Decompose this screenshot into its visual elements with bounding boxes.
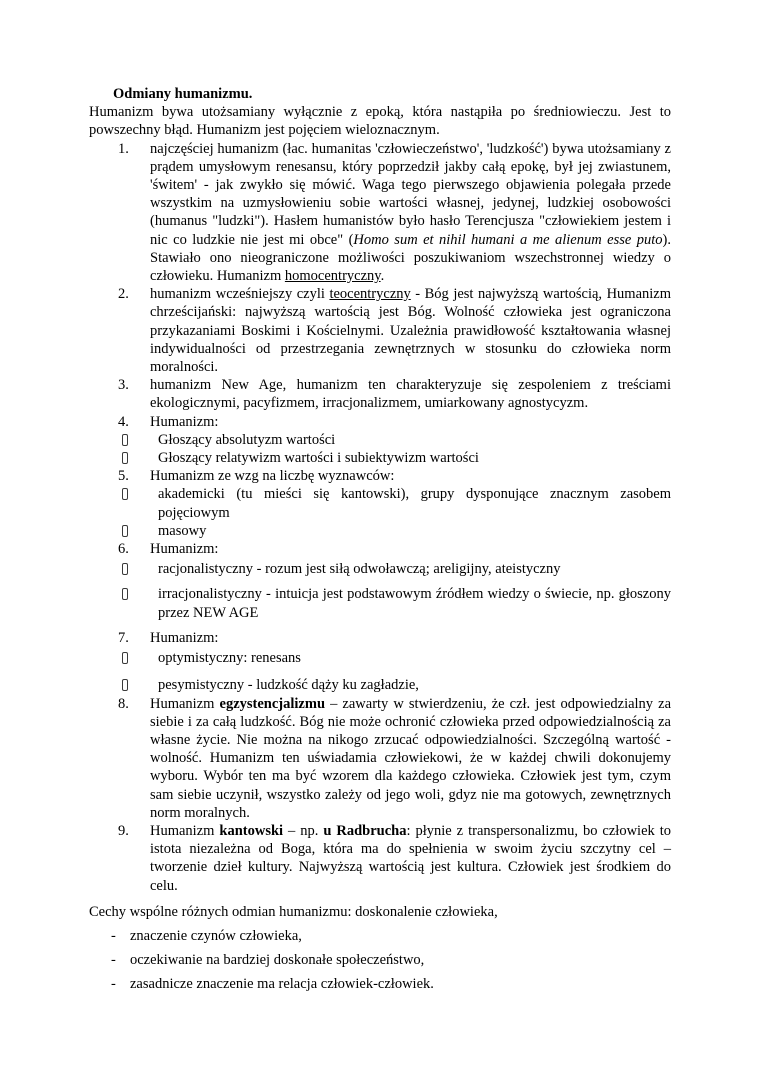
dash-item-text: znaczenie czynów człowieka, [130,927,302,944]
intro-paragraph: Humanizm bywa utożsamiany wyłącznie z epoką, która nastąpiła po średniowieczu. Jest to powszechny błąd. Humanizm jest pojęciem wieloznacznym. [89,104,671,139]
dash-list [89,927,671,994]
text-run-underline: homocentryczny [284,268,381,285]
sub-bullet-item [89,449,671,467]
text-run: Humanizm [150,695,220,712]
dash-item-text: oczekiwanie na bardziej doskonałe społeczeństwo, [130,952,425,969]
numbered-item-8 [89,695,671,822]
text-run: racjonalistyczny - rozum jest siłą odwoławczą; areligijny, ateistyczny [158,561,561,578]
box-bullet-icon [122,434,128,446]
text-run: optymistyczny: renesans [158,650,301,667]
sub-bullet-item [89,649,671,667]
dash-bullet-icon: - [111,927,116,944]
sub-bullet-item [89,676,671,694]
text-run: masowy [158,522,207,539]
features-intro: Cechy wspólne różnych odmian humanizmu: doskonalenie człowieka, [89,903,498,920]
text-run: pesymistyczny - ludzkość dąży ku zagładzie, [158,677,419,694]
sub-bullet-item [89,560,671,578]
numbered-item-1 [89,140,671,286]
dash-bullet-icon: - [111,976,116,993]
box-bullet-icon [122,588,128,600]
text-run: Humanizm: [150,541,219,558]
text-run: irracjonalistyczny - intuicja jest podstawowym źródłem wiedzy o świecie, np. głoszony przez NEW AGE [158,586,671,621]
box-bullet-icon [122,452,128,464]
dash-bullet-icon: - [111,952,116,969]
numbered-item-4 [89,413,671,431]
dash-item-text: zasadnicze znaczenie ma relacja człowiek-człowiek. [130,976,434,993]
text-run: . [380,268,385,285]
text-run: najczęściej humanizm (łac. humanitas 'człowieczeństwo', 'ludzkość') bywa utożsamiany z prądem umysłowym renesansu, który poprzedził jakby całą epokę, był jej zwiastunem, 'świtem' - jak zwykło się mówić. Waga tego pierwszego objawienia polegała przede wszystkim na uzmysłowieniu sobie wartości własnej, jedynej, ludzkiej osobowości (humanus "ludzki"). Hasłem humanistów było hasło Terencjusza "człowiekiem jestem i nic co ludzkie nie jest mi obce" ( [150,140,671,248]
text-run: Głoszący absolutyzm wartości [158,431,336,448]
text-run: humanizm New Age, humanizm ten charakteryzuje się zespoleniem z treściami ekologicznymi, pacyfizmem, irracjonalizmem, umiarkowany agnostycyzm. [150,377,671,412]
text-run: Humanizm: [150,413,219,430]
numbered-item-3 [89,376,671,412]
item-number: 4. [118,413,129,430]
text-run: akademicki (tu mieści się kantowski), grupy dysponujące znacznym zasobem pojęciowym [158,486,671,521]
box-bullet-icon [122,488,128,500]
box-bullet-icon [122,525,128,537]
text-run: Humanizm: [150,629,219,646]
text-run-bold: kantowski [219,822,284,839]
item-number: 1. [118,140,129,157]
text-run: Humanizm ze wzg na liczbę wyznawców: [150,468,395,485]
text-run: - Bóg jest najwyższą wartością, Humanizm chrześcijański: najwyższą wartością jest Bóg. Wolność człowieka jest ograniczona przykazaniami Boskimi i Kościelnymi. Uzależnia prawidłowość kształtowania własnej indywidualności od przestrzegania zewnętrznych w stosunku do człowieka norm moralności. [150,286,671,376]
text-run-bold: egzystencjalizmu [219,695,326,712]
text-run: humanizm wcześniejszy czyli [150,286,330,303]
text-run: Głoszący relatywizm wartości i subiektywizm wartości [158,450,479,467]
item-number: 3. [118,377,129,394]
item-number: 5. [118,468,129,485]
dash-list-item [89,975,671,993]
item-number: 9. [118,822,129,839]
item-number: 2. [118,286,129,303]
item-number: 6. [118,541,129,558]
document-title: Odmiany humanizmu. [113,86,253,102]
text-run-bold: u Radbrucha [323,822,407,839]
dash-list-item [89,951,671,969]
numbered-item-7 [89,629,671,647]
numbered-item-5 [89,467,671,485]
sub-bullet-item [89,522,671,540]
text-run: ). Stawiało ono nieograniczone możliwości poszukiwaniom wszechstronnej wiedzy o człowieku. Humanizm [150,231,671,285]
numbered-item-6 [89,540,671,558]
text-run-italic: Homo sum et nihil humani a me alienum esse puto [353,231,663,248]
box-bullet-icon [122,652,128,664]
box-bullet-icon [122,563,128,575]
numbered-item-9 [89,822,671,895]
text-run-underline: teocentryczny [329,286,411,303]
item-number: 7. [118,629,129,646]
sub-bullet-item [89,485,671,521]
text-run: – zawarty w stwierdzeniu, że czł. jest odpowiedzialny za siebie i za całą ludzkość. Bóg nie może ochronić człowieka przed odpowiedzialnością za własne życie. Nie można na nikogo zrzucać odpowiedzialności. Szczególną wartość - wolność. Humanizm ten uświadamia człowiekowi, że w każdej chwili dokonujemy wyboru. Wybór ten ma być wzorem dla każdego człowieka. Człowiek jest tym, czym sam siebie uczynił, wszystko zależy od jego woli, gdyz nie ma gotowych, zewnętrznych norm moralnych. [150,695,671,821]
numbered-item-2 [89,285,671,376]
box-bullet-icon [122,679,128,691]
item-number: 8. [118,695,129,712]
text-run: – np. [283,822,324,839]
dash-list-item [89,927,671,945]
numbered-list [89,140,671,895]
sub-bullet-item [89,431,671,449]
sub-bullet-item [89,585,671,621]
text-run: Humanizm [150,822,220,839]
text-run: : płynie z transpersonalizmu, bo człowiek to istota niezależna od Boga, która ma do spełnienia w swoim życiu szczytny cel – tworzenie dzieł kultury. Najwyższą wartością jest kultura. Człowiek jest środkiem do celu. [150,822,672,894]
